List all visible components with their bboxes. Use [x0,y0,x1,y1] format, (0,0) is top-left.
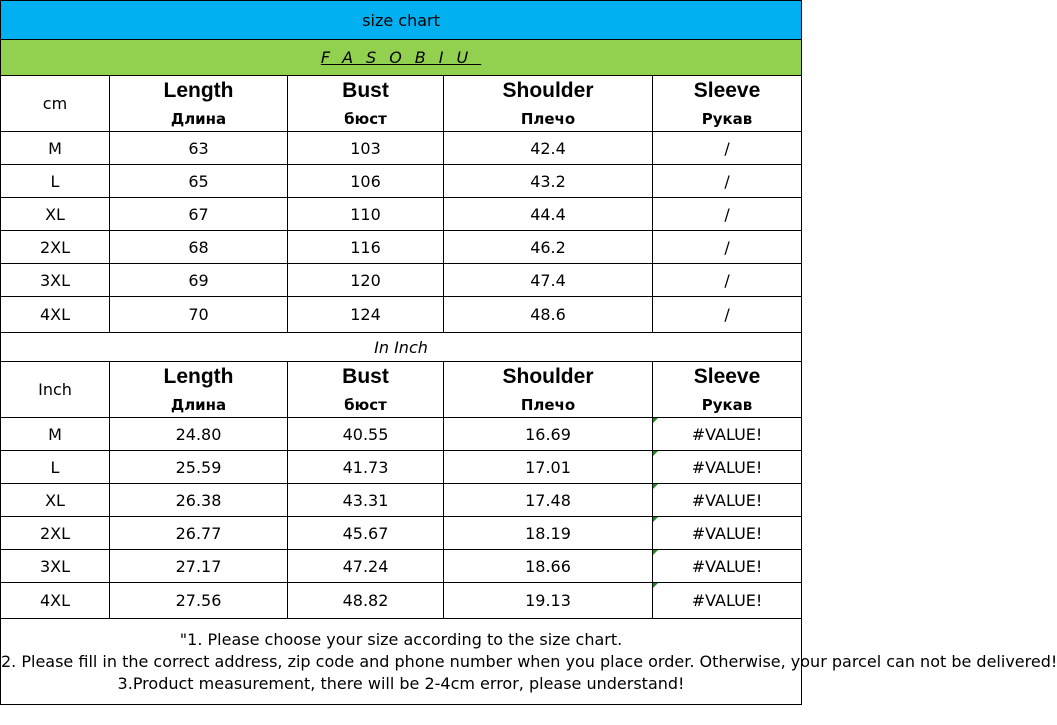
error-flag-icon [653,583,658,588]
size-cell: L [1,165,110,198]
sleeve-cell: / [653,264,802,297]
length-cell: 27.17 [110,550,288,583]
bust-cell: 120 [288,264,444,297]
note-2: 2. Please fill in the correct address, zip code and phone number when you place order. Otherwise, your parcel can not be delivered! [1,651,1057,671]
cm-unit-label: cm [1,76,110,132]
header-shoulder-ru: Плечо [444,106,653,132]
header-shoulder-ru: Плечо [444,392,653,418]
sleeve-cell: / [653,198,802,231]
table-row [1,165,802,198]
sleeve-cell: / [653,297,802,333]
bust-cell: 110 [288,198,444,231]
length-cell: 25.59 [110,451,288,484]
chart-title: size chart [1,1,802,40]
shoulder-cell: 17.48 [444,484,653,517]
size-cell: XL [1,198,110,231]
length-cell: 27.56 [110,583,288,619]
note-1: "1. Please choose your size according to the size chart. [179,629,623,649]
table-row [1,264,802,297]
brand-name: FASOBIU [1,40,802,76]
length-cell: 68 [110,231,288,264]
inch-section-title: In Inch [1,333,802,362]
shoulder-cell: 42.4 [444,132,653,165]
shoulder-cell: 43.2 [444,165,653,198]
size-cell: 2XL [1,231,110,264]
header-sleeve-ru: Рукав [653,392,802,418]
header-bust-ru: бюст [288,392,444,418]
sleeve-value: #VALUE! [691,556,763,576]
header-length: Length [110,76,288,107]
bust-cell: 47.24 [288,550,444,583]
note-3: 3.Product measurement, there will be 2-4cm error, please understand! [117,673,685,693]
sleeve-cell [653,583,802,619]
header-bust-ru: бюст [288,106,444,132]
shoulder-cell: 18.19 [444,517,653,550]
shoulder-cell: 44.4 [444,198,653,231]
length-cell: 26.38 [110,484,288,517]
header-sleeve: Sleeve [653,362,802,393]
shoulder-cell: 17.01 [444,451,653,484]
length-cell: 67 [110,198,288,231]
error-flag-icon [653,550,658,555]
header-shoulder: Shoulder [444,362,653,393]
size-cell: 4XL [1,297,110,333]
table-row [1,451,802,484]
sleeve-value: #VALUE! [691,490,763,510]
bust-cell: 43.31 [288,484,444,517]
error-flag-icon [653,418,658,423]
length-cell: 65 [110,165,288,198]
header-bust: Bust [288,362,444,393]
table-row [1,297,802,333]
size-cell: 2XL [1,517,110,550]
shoulder-cell: 48.6 [444,297,653,333]
length-cell: 70 [110,297,288,333]
length-cell: 69 [110,264,288,297]
size-cell: XL [1,484,110,517]
sleeve-value: #VALUE! [691,523,763,543]
header-bust: Bust [288,76,444,107]
bust-cell: 45.67 [288,517,444,550]
table-row [1,198,802,231]
bust-cell: 103 [288,132,444,165]
shoulder-cell: 46.2 [444,231,653,264]
header-sleeve-ru: Рукав [653,106,802,132]
header-length-ru: Длина [110,106,288,132]
sleeve-cell [653,484,802,517]
header-length: Length [110,362,288,393]
sleeve-cell [653,418,802,451]
error-flag-icon [653,517,658,522]
error-flag-icon [653,451,658,456]
table-row [1,484,802,517]
sleeve-cell [653,550,802,583]
header-shoulder: Shoulder [444,76,653,107]
sleeve-value: #VALUE! [691,591,763,610]
sleeve-cell: / [653,165,802,198]
bust-cell: 106 [288,165,444,198]
length-cell: 63 [110,132,288,165]
size-cell: 4XL [1,583,110,619]
shoulder-cell: 47.4 [444,264,653,297]
bust-cell: 41.73 [288,451,444,484]
size-cell: 3XL [1,550,110,583]
table-row [1,517,802,550]
table-row [1,132,802,165]
header-sleeve: Sleeve [653,76,802,107]
error-flag-icon [653,484,658,489]
bust-cell: 116 [288,231,444,264]
bust-cell: 40.55 [288,418,444,451]
table-row [1,418,802,451]
inch-unit-label: Inch [1,362,110,418]
header-length-ru: Длина [110,392,288,418]
length-cell: 26.77 [110,517,288,550]
table-row [1,550,802,583]
bust-cell: 124 [288,297,444,333]
sleeve-cell: / [653,231,802,264]
sleeve-value: #VALUE! [691,457,763,477]
bust-cell: 48.82 [288,583,444,619]
shoulder-cell: 18.66 [444,550,653,583]
sleeve-value: #VALUE! [691,424,763,444]
size-cell: M [1,418,110,451]
size-cell: 3XL [1,264,110,297]
length-cell: 24.80 [110,418,288,451]
notes-cell [1,619,1057,705]
table-row [1,583,802,619]
shoulder-cell: 19.13 [444,583,653,619]
table-row [1,231,802,264]
shoulder-cell: 16.69 [444,418,653,451]
sleeve-cell [653,451,802,484]
sleeve-cell [653,517,802,550]
size-cell: M [1,132,110,165]
size-cell: L [1,451,110,484]
sleeve-cell: / [653,132,802,165]
